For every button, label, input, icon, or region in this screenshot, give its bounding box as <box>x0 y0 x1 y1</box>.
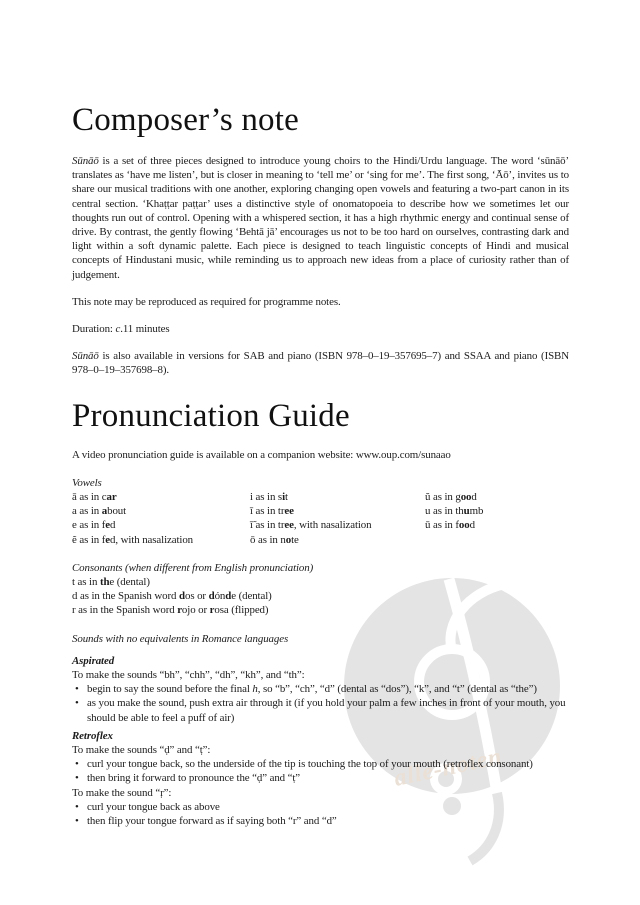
vowel-column-2 <box>250 490 425 547</box>
pronunciation-guide-title: Pronunciation Guide <box>72 397 350 434</box>
vowel-item: e as in fed <box>72 519 116 532</box>
consonant-item: r as in the Spanish word rojo or rosa (flipped) <box>72 604 269 617</box>
vowel-item: a as in about <box>72 505 127 518</box>
aspirated-section <box>72 654 569 725</box>
aspirated-label: Aspirated <box>72 654 115 667</box>
aspirated-bullet: • as you make the sound, push extra air through it (if you hold your palm a few inches in front of your mouth, you should be able to feel a puff of air) <box>72 696 569 724</box>
composer-note-paragraph: Sūnāō is a set of three pieces designed to introduce young choirs to the Hindi/Urdu language. The word ‘sūnāō’ translates as ‘have me listen’, but is closer in meaning to ‘tell me’ or ‘sing for me’. The first song, ‘Āō’, invites us to share our musical traditions with one another, exploring changing open vowels and featuring a two-part canon in its central section. ‘Khaṭṭar paṭṭar’ uses a distinctive style of onomatopoeia to describe how we sometimes let our thoughts run out of control. Opening with a whispered section, it has a high rhythmic energy and continual sense of drive. By contrast, the gently flowing ‘Behtā jā’ encourages us not to be too hard on ourselves, contrasting dark and light within a soft dynamic palette. Each piece is designed to teach linguistic concepts of Hindi and musical concepts of Hindustani music, while reminding us to approach new ideas from a place of curiosity rather than of judgement. <box>72 154 569 281</box>
consonant-item: d as in the Spanish word dos or dónde (dental) <box>72 590 272 603</box>
retroflex-bullet: • curl your tongue back as above <box>72 800 569 814</box>
retroflex-label: Retroflex <box>72 729 113 742</box>
vowel-item: ō as in note <box>250 533 299 546</box>
retroflex-intro-2: To make the sound “ṛ”: <box>72 786 172 799</box>
retroflex-section <box>72 729 569 828</box>
composer-note-title: Composer’s note <box>72 102 299 138</box>
retroflex-bullet: • then bring it forward to pronounce the “ḍ” and “ṭ” <box>72 771 569 785</box>
aspirated-intro: To make the sounds “bh”, “chh”, “dh”, “kh”, and “th”: <box>72 668 305 681</box>
vowel-item: ī as in tree <box>250 505 294 518</box>
watermark-text: alle-noten <box>391 743 505 792</box>
duration-line: Duration: c.11 minutes <box>72 322 170 335</box>
page-content <box>72 102 569 828</box>
consonant-item: t as in the (dental) <box>72 575 150 588</box>
vowel-table <box>72 490 569 547</box>
retroflex-intro-1: To make the sounds “ḍ” and “ṭ”: <box>72 744 211 756</box>
vowel-item: u as in thumb <box>425 505 484 518</box>
vowel-item: ī̃ as in tree, with nasalization <box>250 519 372 532</box>
vowel-item: i as in sit <box>250 490 288 503</box>
aspirated-bullet: • begin to say the sound before the final h, so “b”, “ch”, “d” (dental as “dos”), “k”, and “t” (dental as “the”) <box>72 682 569 696</box>
retroflex-bullet: • then flip your tongue forward as if saying both “r” and “d” <box>72 814 569 828</box>
vowel-column-1 <box>72 490 250 547</box>
retroflex-bullet: • curl your tongue back, so the underside of the tip is touching the top of your mouth (retroflex consonant) <box>72 757 569 771</box>
vowel-item: ū as in food <box>425 519 475 532</box>
consonants-label: Consonants (when different from English pronunciation) <box>72 561 314 574</box>
availability-note: Sūnāō is also available in versions for SAB and piano (ISBN 978–0–19–357695–7) and SSAA and piano (ISBN 978–0–19–357698–8). <box>72 350 569 377</box>
consonants-section <box>72 561 569 618</box>
companion-website-line: A video pronunciation guide is available on a companion website: www.oup.com/sunaao <box>72 448 451 461</box>
reproduction-note: This note may be reproduced as required for programme notes. <box>72 295 341 308</box>
vowel-item: ẽ as in fed, with nasalization <box>72 533 194 546</box>
sounds-no-equivalents-label: Sounds with no equivalents in Romance languages <box>72 632 289 645</box>
vowels-section <box>72 476 569 547</box>
vowel-item: ā as in car <box>72 490 117 503</box>
vowel-column-3 <box>425 490 569 547</box>
vowel-item: ŭ as in good <box>425 490 477 503</box>
vowels-label: Vowels <box>72 476 102 489</box>
